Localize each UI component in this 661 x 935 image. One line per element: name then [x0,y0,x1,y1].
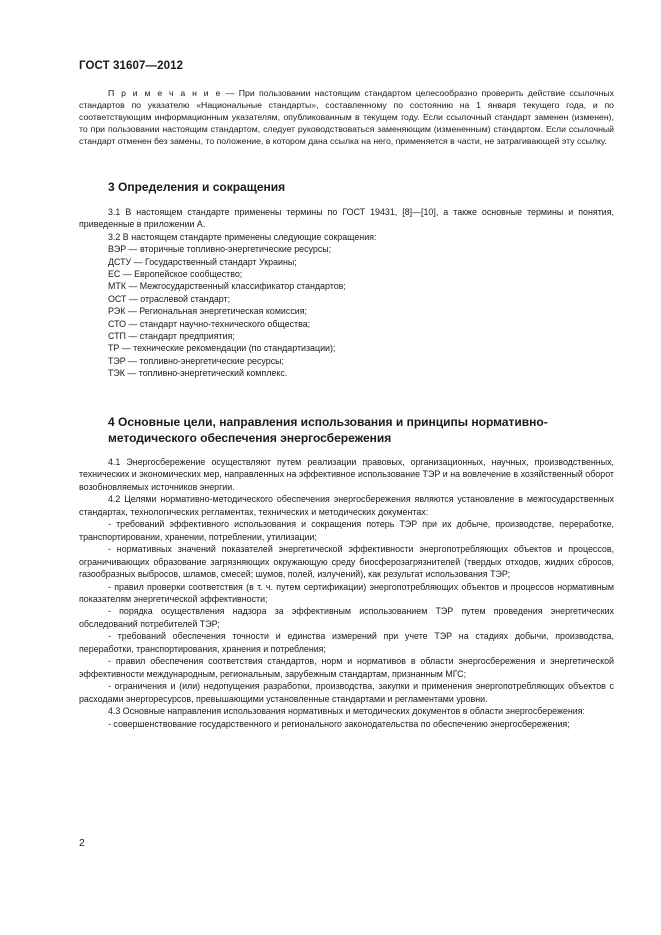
abbreviation-item: СТП — стандарт предприятия; [108,331,235,342]
list-item: - требований эффективного использования и сокращения потерь ТЭР при их добыче, производстве, переработке, транспортировании, хранении, потреблении, утилизации; [79,519,614,542]
list-item: - требований обеспечения точности и единства измерений при учете ТЭР на стадиях добычи, производства, переработки, транспортирования, хранения и потребления; [79,631,614,654]
abbreviation-item: ОСТ — отраслевой стандарт; [108,293,231,304]
abbreviation-item: ВЭР — вторичные топливно-энергетические ресурсы; [108,244,332,255]
abbreviation-item: РЭК — Региональная энергетическая комиссия; [108,306,307,317]
abbreviation-item: ЕС — Европейское сообщество; [108,269,243,280]
paragraph-4-1: 4.1 Энергосбережение осуществляют путем реализации правовых, организационных, научных, производственных, технических и экономических мер, направленных на эффективное использование ТЭР и на вовлечение в хозяйственный оборот возобновляемых источников энергии. [79,457,614,492]
note-paragraph [79,87,614,147]
list-item: - совершенствование государственного и регионального законодательства по обеспечению энергосбережения; [108,718,570,729]
abbreviation-item: СТО — стандарт научно-технического общества; [108,318,311,329]
abbreviation-item: ДСТУ — Государственный стандарт Украины; [108,256,297,267]
document-code-header: ГОСТ 31607—2012 [79,60,184,72]
section-4-heading: 4 Основные цели, направления использования и принципы нормативно-методического обеспечения энергосбережения [108,415,548,445]
paragraph-4-3: 4.3 Основные направления использования нормативных и методических документов в области энергосбережения: [108,706,585,717]
paragraph-4-2: 4.2 Целями нормативно-методического обеспечения энергосбережения являются установление в межгосударственных стандартах, технологических регламентах, технических и методических документах: [79,494,614,517]
list-item: - правил проверки соответствия (в т. ч. путем сертификации) энергопотребляющих объектов и процессов нормативным показателям энергетической эффективности; [79,581,614,604]
note-label: П р и м е ч а н и е [108,88,222,98]
list-item: - нормативных значений показателей энергетической эффективности энергопотребляющих объектов и процессов, ограничивающих образование загрязняющих окружающую среду биосферозагрязнителей (твердых отходов, жидких сбросов, газообразных выбросов, шламов, смесей; шумов, полей, излучений), как результат использования ТЭР; [79,544,614,580]
section-3-heading: 3 Определения и сокращения [108,180,286,194]
list-item: - правил обеспечения соответствия стандартов, норм и нормативов в области энергосбережения и энергетической эффективности международным, региональным, зарубежным стандартам, признанным МГС; [79,656,614,679]
list-item: - ограничения и (или) недопущения разработки, производства, закупки и применения энергопотребляющих объектов с расходами энергоресурсов, превышающими установленные стандартами и регламентами уровни. [79,681,614,704]
abbreviation-item: ТЭК — топливно-энергетический комплекс. [108,368,288,379]
note-text: — При пользовании настоящим стандартом целесообразно проверить действие ссылочных стандартов по указателю «Национальные стандарты», составленному по состоянию на 1 января текущего года, и по соответствующим информационным указателям, опубликованным в текущем году. Если ссылочный стандарт заменен (изменен), то при пользовании настоящим стандартом, следует руководствоваться заменяющим (измененным) стандартом. Если ссылочный стандарт отменен без замены, то положение, в котором дана ссылка на него, применяется в части, не затрагивающей эту ссылку. [79,88,614,147]
abbreviation-item: МТК — Межгосударственный классификатор стандартов; [108,281,346,292]
abbreviation-item: ТЭР — топливно-энергетические ресурсы; [108,355,284,366]
page-number: 2 [79,837,85,849]
list-item: - порядка осуществления надзора за эффективным использованием ТЭР путем проведения энергетических обследований потребителей ТЭР; [79,606,614,629]
abbreviation-item: ТР — технические рекомендации (по стандартизации); [108,343,336,354]
paragraph-3-1: 3.1 В настоящем стандарте применены термины по ГОСТ 19431, [8]—[10], а также основные термины и понятия, приведенные в приложении А. [79,207,614,230]
section-3-body [79,206,614,380]
note-block [79,87,614,147]
section-4-body [79,456,614,730]
paragraph-3-2: 3.2 В настоящем стандарте применены следующие сокращения: [108,231,377,242]
